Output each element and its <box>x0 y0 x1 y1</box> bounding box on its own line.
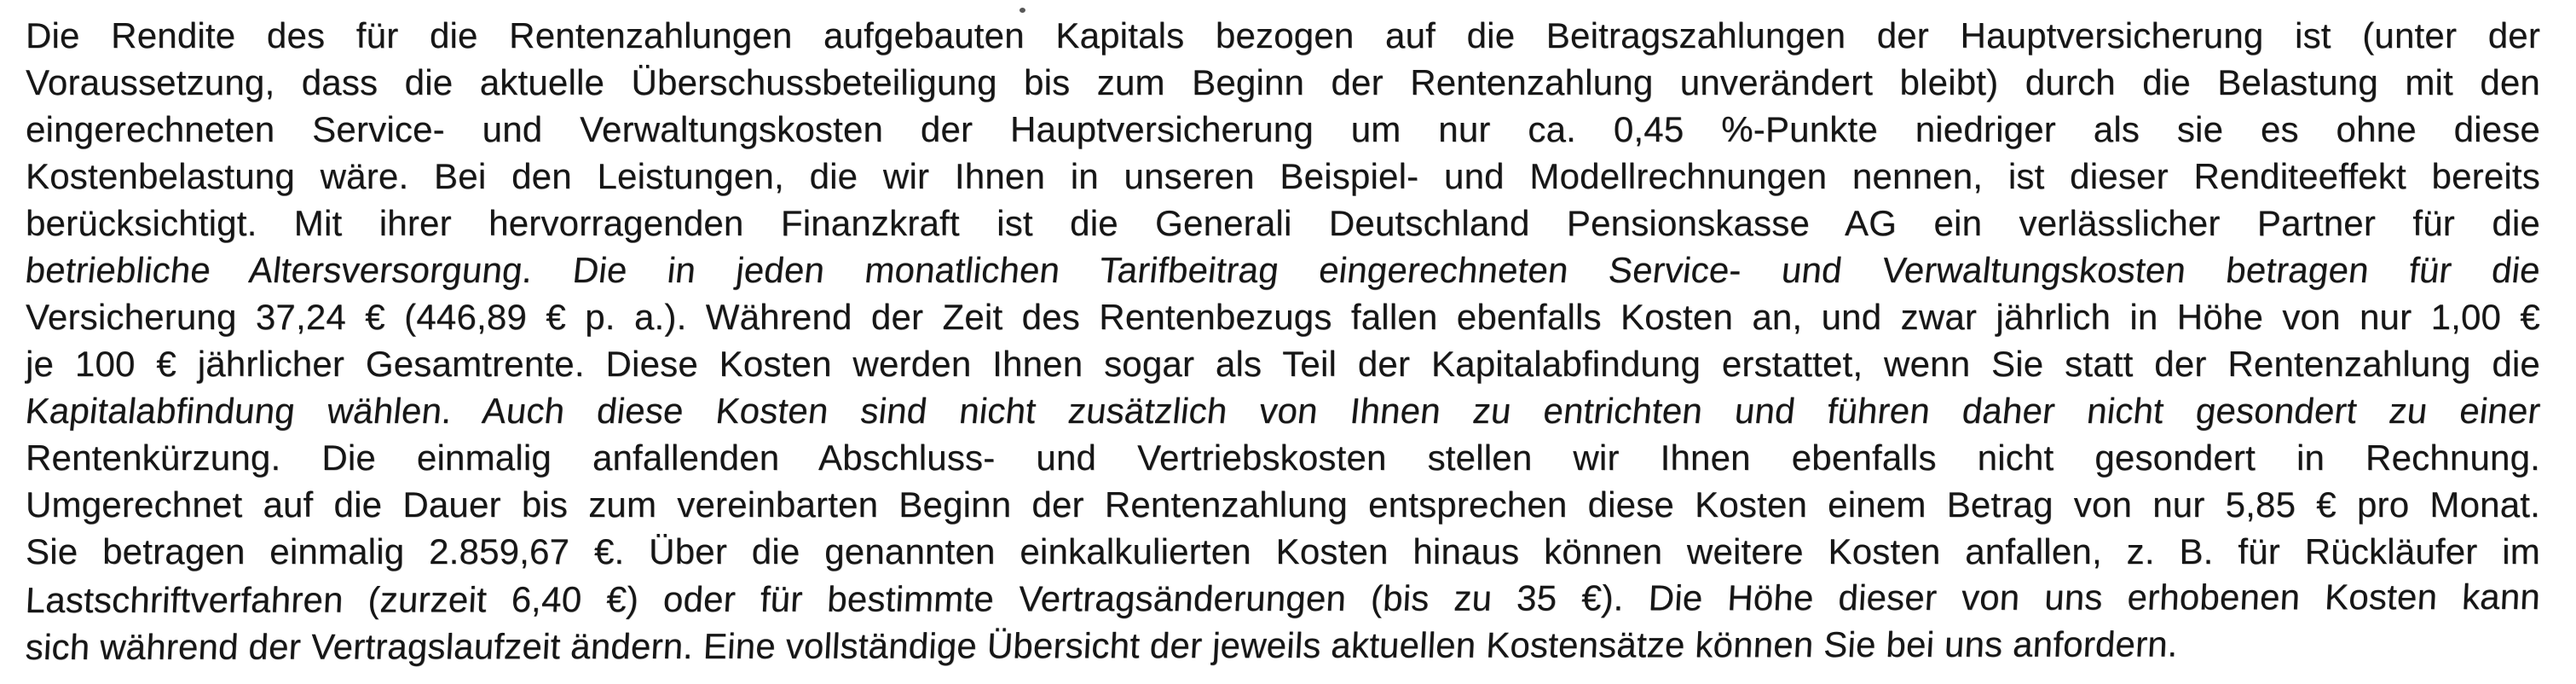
text-line: Versicherung 37,24 € (446,89 € p. a.). Während der Zeit des Rentenbezugs fallen ebenfalls Kosten an, und zwar jährlich in Höhe von nur 1,00 € <box>26 297 2540 337</box>
text-line: Voraussetzung, dass die aktuelle Überschussbeteiligung bis zum Beginn der Rentenzahlung unverändert bleibt) durch die Belastung mit den <box>26 62 2540 102</box>
scanned-paragraph <box>23 12 2543 669</box>
text-line: Umgerechnet auf die Dauer bis zum vereinbarten Beginn der Rentenzahlung entsprechen diese Kosten einem Betrag von nur 5,85 € pro Monat. <box>26 484 2540 525</box>
text-line: Kostenbelastung wäre. Bei den Leistungen, die wir Ihnen in unseren Beispiel- und Modellrechnungen nennen, ist dieser Renditeeffekt bereits <box>26 156 2540 196</box>
text-line: betriebliche Altersversorgung. Die in jeden monatlichen Tarifbeitrag eingerechneten Service- und Verwaltungskosten betragen für die <box>23 250 2543 290</box>
text-line: je 100 € jährlicher Gesamtrente. Diese Kosten werden Ihnen sogar als Teil der Kapitalabfindung erstattet, wenn Sie statt der Rentenzahlung die <box>26 344 2540 384</box>
text-line: Kapitalabfindung wählen. Auch diese Kosten sind nicht zusätzlich von Ihnen zu entrichten und führen daher nicht gesondert zu einer <box>23 391 2543 431</box>
text-line: eingerechneten Service- und Verwaltungskosten der Hauptversicherung um nur ca. 0,45 %-Punkte niedriger als sie es ohne diese <box>26 109 2540 149</box>
text-line: Rentenkürzung. Die einmalig anfallenden Abschluss- und Vertriebskosten stellen wir Ihnen ebenfalls nicht gesondert in Rechnung. <box>26 438 2540 478</box>
text-line: sich während der Vertragslaufzeit ändern. Eine vollständige Übersicht der jeweils aktuellen Kostensätze können Sie bei uns anfordern. <box>24 623 2180 668</box>
text-line: Lastschriftverfahren (zurzeit 6,40 €) oder für bestimmte Vertragsänderungen (bis zu 35 €). Die Höhe dieser von uns erhobenen Kosten kann <box>24 576 2542 621</box>
text-line: Die Rendite des für die Rentenzahlungen aufgebauten Kapitals bezogen auf die Beitragszahlungen der Hauptversicherung ist (unter der <box>26 15 2540 55</box>
text-line: Sie betragen einmalig 2.859,67 €. Über die genannten einkalkulierten Kosten hinaus können weitere Kosten anfallen, z. B. für Rückläufer im <box>26 531 2540 571</box>
text-line: berücksichtigt. Mit ihrer hervorragenden Finanzkraft ist die Generali Deutschland Pensionskasse AG ein verlässlicher Partner für die <box>26 203 2540 243</box>
